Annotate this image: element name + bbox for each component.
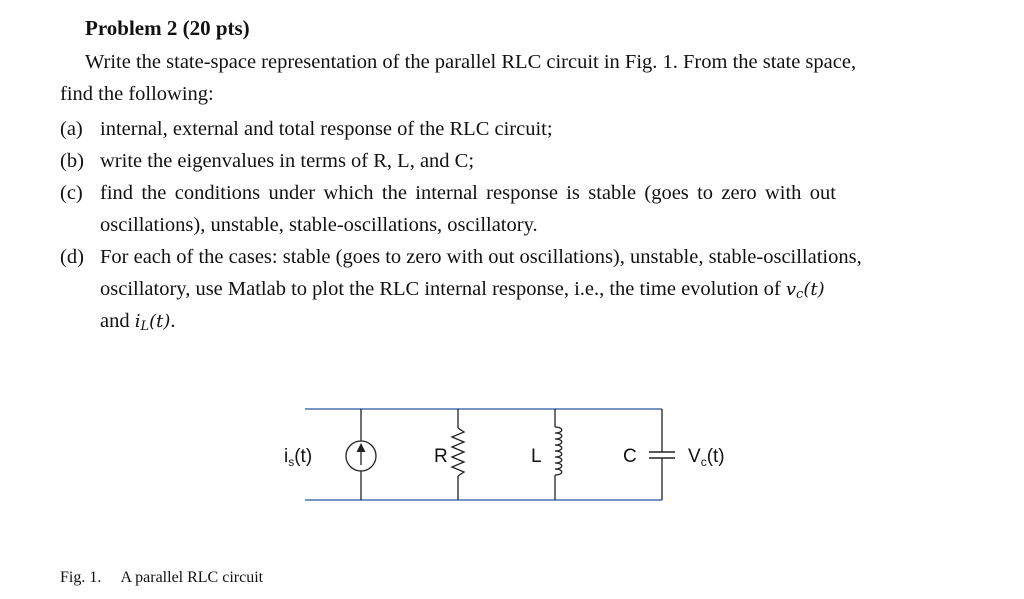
item-c-marker: (c): [60, 182, 83, 204]
item-a-marker: (a): [60, 118, 83, 140]
item-d-text-line1: For each of the cases: stable (goes to zero with out oscillations), unstable, stable-oscillations,: [100, 246, 862, 268]
resistor-label: R: [434, 446, 448, 467]
item-c-text-line2: oscillations), unstable, stable-oscillations, oscillatory.: [100, 214, 538, 236]
vc-math: $v_c(t)$: [785, 279, 825, 302]
figure-caption: [60, 569, 263, 587]
capacitor-label: C: [623, 446, 637, 467]
current-source-label: $i_s(t)$: [284, 446, 313, 469]
item-d-text-line2-body: oscillatory, use Matlab to plot the RLC internal response, i.e., the time evolution of: [100, 278, 781, 300]
inductor-icon: [555, 427, 562, 475]
item-b-marker: (b): [60, 150, 84, 172]
figure-number: Fig. 1.: [60, 569, 102, 586]
item-c-text-line1: find the conditions under which the internal response is stable (goes to zero with out: [100, 182, 836, 204]
item-a-text: internal, external and total response of the RLC circuit;: [100, 118, 553, 140]
intro-line-2: find the following:: [60, 83, 214, 105]
source-arrow-head: [357, 443, 366, 452]
inductor-label: L: [531, 446, 542, 467]
resistor-icon: [452, 428, 464, 476]
item-d-and: and: [100, 310, 130, 332]
il-math: $i_L(t)$: [134, 311, 171, 334]
problem-title: Problem 2 (20 pts): [85, 16, 250, 40]
figure-caption-text: A parallel RLC circuit: [120, 569, 264, 586]
item-b-text: write the eigenvalues in terms of R, L, and C;: [100, 150, 475, 172]
item-d-marker: (d): [60, 246, 84, 268]
item-d-period: .: [170, 310, 176, 332]
intro-line-1: Write the state-space representation of the parallel RLC circuit in Fig. 1. From the state space,: [85, 51, 857, 73]
capacitor-voltage-label: $V_c(t)$: [688, 446, 725, 469]
